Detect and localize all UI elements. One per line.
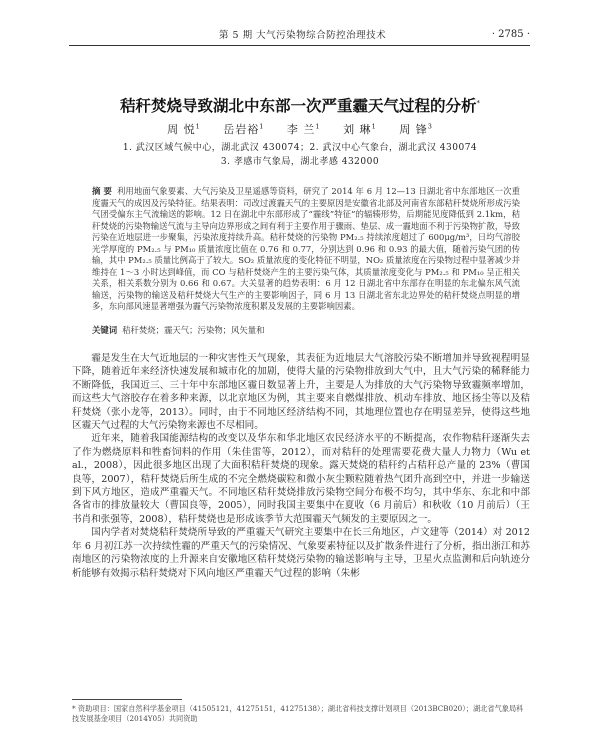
author-name: 岳岩裕 <box>223 123 260 136</box>
paper-title <box>40 94 560 116</box>
author <box>287 123 321 136</box>
body-text <box>72 352 530 580</box>
author-name: 刘 琳 <box>343 123 372 136</box>
author-name: 周 悦 <box>167 123 196 136</box>
body-paragraph: 近年来，随着我国能源结构的改变以及华东和华北地区农民经济水平的不断提高，农作物秸秆逐渐失去了作为燃烧原料和牲畜饲料的作用（朱佳雷等，2012），而对秸秆的处理需要花费大量人力物力（Wu et al.，2008），因此很多地区出现了大面积秸秆焚烧的现象。露天焚烧的秸秆约占秸秆总产量的 23%（曹国良等，2007），秸秆焚烧后所生成的不完全燃烧碳粒和微小灰尘颗粒随着热气团升高到空中，并进一步输送到下风方地区，造成严重霾天气。不同地区秸秆焚烧排放污染物空间分布极不均匀，其中华东、东北和中部各省市的排放量较大（曹国良等，2005），同时我国主要集中在夏收（6 月前后）和秋收（10 月前后）（王书肖和张强等，2008），秸秆焚烧也是形成该季节大范围霾天气频发的主要原因之一。 <box>72 433 530 525</box>
author-affiliation-mark: 1 <box>195 122 201 131</box>
keywords-text: 秸秆焚烧；霾天气；污染物；风矢量和 <box>122 325 265 335</box>
author <box>343 123 377 136</box>
footnote-divider <box>72 699 182 700</box>
page-number: · 2785 · <box>491 28 530 40</box>
affiliation-line-2: 3. 孝感市气象局，湖北孝感 432000 <box>220 157 380 167</box>
title-footnote-mark: * <box>476 98 480 107</box>
abstract <box>92 186 520 313</box>
keywords <box>92 324 520 336</box>
affiliation-line-1: 1. 武汉区域气候中心，湖北武汉 430074；2. 武汉中心气象台，湖北武汉 430074 <box>122 143 478 153</box>
abstract-text: 利用地面气象要素、大气污染及卫星遥感等资料，研究了 2014 年 6 月 12—13 日湖北省中东部地区一次重度霾天气的成因及污染特征。结果表明：司改过渡霾天气的主要原因是安徽省北部及河南省东部秸秆焚烧所形成污染气团受偏东主气流输送的影响。12 日在湖北中东部形成了“霾线”特征”的辐辏形势，后期能见度降低到 2.1km，秸秆焚烧的污染物输送气流与主导向边界形成之间有利于主要作用于骤雨、垫层、成一霾地面不利于污染物扩散，导致污染在近地层进一步聚集，污染浓度持续升高。秸秆焚烧的污染物 PM₂.₅ 持续浓度超过了 600μg/m³，日均气溶胶光学厚度的 PM₂.₅ 与 PM₁₀ 质量浓度比值在 0.76 和 0.77，分别达到 0.96 和 0.93 的最大值，随着污染气团的传输，其中 PM₂.₅ 质量比例高于了较大。SO₂ 质量浓度的变化特征不明显，NO₂ 质量浓度在污染物过程中显著减少并维持在 1～3 小时达到峰值，而 CO 与秸秆焚烧产生的主要污染气体，其质量浓度变化与 PM₂.₅ 和 PM₁₀ 呈正相关关系，相关系数分别为 0.66 和 0.67。大关显著的趋势表明：6 月 12 日湖北省中东部存在明显的东北偏东风气流输送，污染物的输送及秸秆焚烧大气生产的主要影响因子，同 6 月 13 日湖北省东北边界处的秸秆焚烧点明显的增多，东向部风速显著增强为霾气污染物浓度积累及发展的主要影响因素。 <box>92 186 521 312</box>
abstract-label: 摘 要 <box>92 186 112 196</box>
body-paragraph: 霾是发生在大气近地层的一种灾害性天气现象，其表征为近地层大气溶胶污染不断增加并导致视程明显下降，随着近年来经济快速发展和城市化的加剧，使得大量的污染物排放到大气中，且大气污染的稀释能力不断降低，我国近三、三十年中东部地区霾日数显著上升，主要是人为排放的大气污染物导致霾频率增加，而这些大气溶胶存在着多种来源，以北京地区为例，其主要来自燃煤排放、机动车排放、地区扬尘等以及秸秆焚烧（张小龙等，2013）。同时，由于不同地区经济结构不同，其地理位置也存在明显差异，使得这些地区霾天气过程的大气污染物来源也不尽相同。 <box>72 353 530 432</box>
keywords-label: 关键词 <box>92 325 118 335</box>
paper-title-text: 秸秆焚烧导致湖北中东部一次严重霾天气过程的分析 <box>119 97 477 115</box>
author-list <box>40 121 560 137</box>
funding-footnote: * 资助项目：国家自然科学基金项目（41505121，41275151，41275138）；湖北省科技支撑计划项目（2013BCB020）；湖北省气象局科技发展基金项目（2014Y05）共同资助 <box>72 704 524 723</box>
author-name: 李 兰 <box>286 123 316 136</box>
author <box>167 123 201 136</box>
author-name: 周 锋 <box>399 123 428 136</box>
author-affiliation-mark: 1 <box>259 122 265 131</box>
author-affiliation-mark: 3 <box>427 122 433 131</box>
author-affiliation-mark: 1 <box>315 122 321 131</box>
body-paragraph: 国内学者对焚烧秸秆焚烧所导致的严重霾天气研究主要集中在长三角地区，卢文建等（2014）对 2012 年 6 月初江苏一次持续性霾的严重天气的污染情况、气象要素特征以及扩散条件进行了分析，指出浙江和苏南地区的污染物浓度的上升源来自安徽地区秸秆焚烧污染物的输送影响与主导，卫星火点监测和后向轨迹分析能够有效揭示秸秆焚烧对下风向地区严重霾天气过程的影响（朱彬 <box>72 527 530 579</box>
author-affiliation-mark: 1 <box>371 122 377 131</box>
running-header <box>69 26 530 46</box>
journal-section-title: 第 5 期 大气污染物综合防控治理技术 <box>219 30 387 41</box>
author <box>399 123 433 136</box>
author <box>223 123 264 136</box>
